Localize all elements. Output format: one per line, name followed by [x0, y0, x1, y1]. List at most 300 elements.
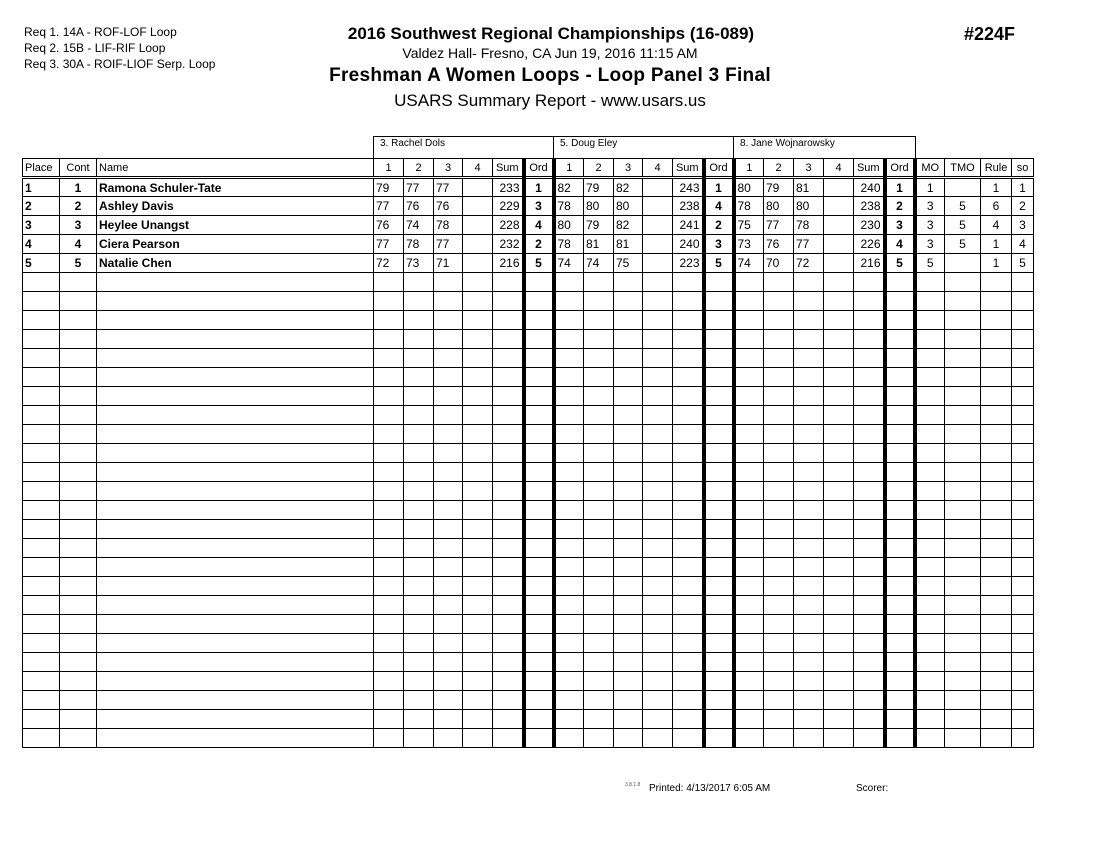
empty-cell [434, 577, 463, 596]
empty-cell [885, 653, 915, 672]
empty-cell [463, 615, 493, 634]
empty-cell [60, 311, 97, 330]
empty-cell [981, 558, 1012, 577]
empty-cell [704, 292, 734, 311]
empty-cell [463, 406, 493, 425]
empty-cell [554, 311, 584, 330]
empty-cell [463, 425, 493, 444]
empty-cell [554, 577, 584, 596]
empty-cell [981, 406, 1012, 425]
empty-cell [854, 672, 885, 691]
empty-cell [734, 577, 764, 596]
col-j1-4: 4 [463, 159, 493, 178]
empty-cell [463, 653, 493, 672]
empty-cell [97, 349, 374, 368]
empty-cell [404, 311, 434, 330]
empty-cell [97, 444, 374, 463]
empty-cell [704, 501, 734, 520]
empty-cell [915, 311, 945, 330]
empty-cell [824, 501, 854, 520]
empty-cell [824, 520, 854, 539]
empty-row [23, 615, 1034, 634]
empty-cell [1012, 444, 1034, 463]
empty-cell [404, 482, 434, 501]
empty-cell [704, 273, 734, 292]
empty-cell [23, 691, 60, 710]
empty-cell [463, 577, 493, 596]
empty-cell [97, 520, 374, 539]
tmo-cell [945, 254, 981, 273]
judge-3-sum: 216 [854, 254, 885, 273]
rule-cell: 4 [981, 216, 1012, 235]
empty-cell [854, 577, 885, 596]
judge-1-score-2: 78 [404, 235, 434, 254]
rule-cell: 1 [981, 235, 1012, 254]
empty-cell [404, 710, 434, 729]
empty-cell [794, 653, 824, 672]
empty-cell [764, 691, 794, 710]
table-row [23, 197, 1034, 216]
so-cell: 2 [1012, 197, 1034, 216]
skater-name: Ciera Pearson [97, 235, 374, 254]
empty-cell [23, 634, 60, 653]
empty-cell [885, 596, 915, 615]
judge-3-score-1: 73 [734, 235, 764, 254]
empty-cell [794, 634, 824, 653]
empty-cell [584, 691, 614, 710]
empty-cell [764, 406, 794, 425]
empty-cell [23, 330, 60, 349]
empty-cell [60, 406, 97, 425]
judge-1-sum: 228 [493, 216, 524, 235]
col-j1-sum: Sum [493, 159, 524, 178]
judge-3-sum: 230 [854, 216, 885, 235]
empty-cell [764, 653, 794, 672]
col-j1-3: 3 [434, 159, 463, 178]
empty-cell [734, 406, 764, 425]
empty-cell [673, 292, 704, 311]
empty-cell [981, 596, 1012, 615]
empty-cell [824, 596, 854, 615]
empty-cell [854, 691, 885, 710]
empty-cell [824, 615, 854, 634]
col-name: Name [97, 159, 374, 178]
empty-cell [584, 311, 614, 330]
empty-cell [734, 482, 764, 501]
empty-cell [824, 577, 854, 596]
judge-1-score-2: 74 [404, 216, 434, 235]
empty-cell [524, 444, 554, 463]
empty-cell [981, 615, 1012, 634]
place-cell: 5 [23, 254, 60, 273]
empty-cell [643, 387, 673, 406]
empty-cell [673, 577, 704, 596]
empty-cell [885, 273, 915, 292]
empty-cell [673, 387, 704, 406]
empty-row [23, 387, 1034, 406]
empty-cell [554, 634, 584, 653]
empty-row [23, 501, 1034, 520]
empty-cell [915, 691, 945, 710]
empty-cell [584, 425, 614, 444]
empty-cell [704, 425, 734, 444]
empty-cell [643, 577, 673, 596]
empty-cell [794, 349, 824, 368]
empty-cell [981, 444, 1012, 463]
judge-3-score-3: 78 [794, 216, 824, 235]
empty-cell [374, 558, 404, 577]
judge-1-ordinal: 3 [524, 197, 554, 216]
empty-cell [614, 349, 643, 368]
empty-cell [794, 425, 824, 444]
empty-cell [854, 710, 885, 729]
empty-cell [794, 596, 824, 615]
empty-cell [60, 444, 97, 463]
empty-cell [794, 311, 824, 330]
judge-2-ordinal: 2 [704, 216, 734, 235]
empty-cell [23, 444, 60, 463]
empty-cell [374, 634, 404, 653]
empty-cell [673, 444, 704, 463]
empty-cell [854, 558, 885, 577]
empty-cell [854, 273, 885, 292]
judge-2-sum: 240 [673, 235, 704, 254]
empty-cell [643, 501, 673, 520]
empty-cell [794, 672, 824, 691]
empty-cell [374, 672, 404, 691]
empty-cell [23, 273, 60, 292]
empty-cell [60, 729, 97, 748]
empty-cell [584, 482, 614, 501]
empty-cell [554, 558, 584, 577]
empty-row [23, 349, 1034, 368]
empty-cell [23, 482, 60, 501]
empty-cell [60, 330, 97, 349]
empty-cell [493, 387, 524, 406]
empty-cell [734, 349, 764, 368]
judge-2-score-2: 81 [584, 235, 614, 254]
empty-cell [885, 444, 915, 463]
empty-cell [404, 463, 434, 482]
empty-cell [493, 311, 524, 330]
col-j3-1: 1 [734, 159, 764, 178]
empty-cell [794, 729, 824, 748]
empty-cell [434, 691, 463, 710]
empty-cell [524, 292, 554, 311]
empty-row [23, 444, 1034, 463]
empty-cell [60, 558, 97, 577]
empty-cell [524, 349, 554, 368]
empty-cell [704, 577, 734, 596]
empty-cell [434, 615, 463, 634]
empty-cell [945, 729, 981, 748]
empty-cell [704, 406, 734, 425]
empty-cell [764, 615, 794, 634]
empty-cell [734, 387, 764, 406]
empty-cell [945, 387, 981, 406]
judge-2-score-4 [643, 235, 673, 254]
empty-cell [734, 520, 764, 539]
empty-cell [554, 330, 584, 349]
empty-cell [434, 482, 463, 501]
judge-1-sum: 232 [493, 235, 524, 254]
empty-cell [493, 425, 524, 444]
empty-cell [493, 691, 524, 710]
empty-cell [374, 710, 404, 729]
empty-cell [824, 311, 854, 330]
judge-header-3: 8. Jane Wojnarowsky [733, 136, 916, 158]
empty-cell [584, 596, 614, 615]
empty-cell [60, 520, 97, 539]
empty-cell [981, 482, 1012, 501]
empty-cell [673, 596, 704, 615]
judge-2-score-3: 81 [614, 235, 643, 254]
empty-cell [60, 596, 97, 615]
empty-cell [643, 463, 673, 482]
judge-3-score-3: 81 [794, 178, 824, 197]
empty-cell [404, 596, 434, 615]
empty-cell [97, 615, 374, 634]
empty-cell [824, 539, 854, 558]
empty-cell [23, 615, 60, 634]
judge-1-score-1: 79 [374, 178, 404, 197]
empty-cell [673, 691, 704, 710]
empty-cell [23, 311, 60, 330]
empty-cell [885, 672, 915, 691]
empty-cell [23, 387, 60, 406]
empty-cell [434, 463, 463, 482]
empty-cell [614, 463, 643, 482]
col-j3-2: 2 [764, 159, 794, 178]
empty-cell [60, 672, 97, 691]
empty-cell [885, 558, 915, 577]
judge-2-sum: 238 [673, 197, 704, 216]
empty-cell [915, 463, 945, 482]
empty-cell [463, 482, 493, 501]
empty-cell [524, 463, 554, 482]
empty-cell [945, 615, 981, 634]
empty-cell [463, 387, 493, 406]
empty-cell [643, 520, 673, 539]
empty-cell [524, 558, 554, 577]
empty-cell [493, 729, 524, 748]
tmo-cell [945, 178, 981, 197]
empty-cell [97, 596, 374, 615]
empty-cell [97, 577, 374, 596]
empty-cell [584, 330, 614, 349]
empty-cell [643, 558, 673, 577]
judge-2-sum: 243 [673, 178, 704, 197]
tmo-cell: 5 [945, 235, 981, 254]
cont-cell: 4 [60, 235, 97, 254]
empty-cell [945, 406, 981, 425]
empty-cell [524, 425, 554, 444]
empty-cell [493, 615, 524, 634]
empty-cell [493, 463, 524, 482]
empty-cell [524, 539, 554, 558]
judge-2-score-1: 74 [554, 254, 584, 273]
empty-cell [824, 653, 854, 672]
empty-cell [584, 406, 614, 425]
judge-2-score-2: 79 [584, 216, 614, 235]
empty-cell [463, 691, 493, 710]
empty-cell [885, 349, 915, 368]
empty-row [23, 653, 1034, 672]
empty-cell [915, 349, 945, 368]
judge-1-sum: 216 [493, 254, 524, 273]
empty-cell [885, 387, 915, 406]
tmo-cell: 5 [945, 197, 981, 216]
empty-cell [554, 615, 584, 634]
empty-cell [434, 501, 463, 520]
empty-cell [643, 330, 673, 349]
judge-3-sum: 238 [854, 197, 885, 216]
empty-cell [493, 577, 524, 596]
empty-cell [23, 292, 60, 311]
empty-cell [673, 349, 704, 368]
empty-cell [915, 444, 945, 463]
rule-cell: 1 [981, 178, 1012, 197]
empty-cell [673, 463, 704, 482]
empty-cell [97, 463, 374, 482]
empty-cell [945, 349, 981, 368]
table-header-row [23, 159, 1034, 178]
empty-cell [614, 596, 643, 615]
empty-cell [97, 425, 374, 444]
tmo-cell: 5 [945, 216, 981, 235]
empty-cell [614, 672, 643, 691]
col-j2-ord: Ord [704, 159, 734, 178]
empty-cell [673, 501, 704, 520]
empty-cell [463, 368, 493, 387]
table-row [23, 216, 1034, 235]
empty-cell [614, 444, 643, 463]
empty-cell [734, 292, 764, 311]
empty-cell [945, 501, 981, 520]
empty-cell [60, 482, 97, 501]
empty-cell [915, 501, 945, 520]
empty-cell [734, 330, 764, 349]
empty-cell [643, 273, 673, 292]
empty-cell [673, 368, 704, 387]
empty-cell [614, 292, 643, 311]
empty-cell [915, 387, 945, 406]
empty-cell [794, 558, 824, 577]
empty-cell [885, 463, 915, 482]
empty-cell [434, 387, 463, 406]
empty-cell [854, 349, 885, 368]
empty-cell [493, 634, 524, 653]
empty-cell [524, 577, 554, 596]
empty-cell [915, 520, 945, 539]
empty-cell [434, 729, 463, 748]
judge-header-2: 5. Doug Eley [553, 136, 734, 158]
empty-cell [854, 292, 885, 311]
empty-cell [463, 444, 493, 463]
empty-cell [493, 501, 524, 520]
empty-cell [404, 349, 434, 368]
judge-3-score-3: 72 [794, 254, 824, 273]
empty-cell [885, 577, 915, 596]
empty-cell [981, 710, 1012, 729]
empty-cell [673, 311, 704, 330]
judge-3-score-4 [824, 178, 854, 197]
empty-cell [97, 482, 374, 501]
empty-cell [945, 330, 981, 349]
empty-cell [434, 710, 463, 729]
empty-cell [493, 653, 524, 672]
rule-cell: 6 [981, 197, 1012, 216]
empty-cell [97, 387, 374, 406]
empty-cell [23, 596, 60, 615]
judge-1-score-1: 77 [374, 235, 404, 254]
empty-cell [524, 330, 554, 349]
judge-1-score-1: 77 [374, 197, 404, 216]
empty-cell [463, 558, 493, 577]
empty-cell [704, 634, 734, 653]
empty-cell [824, 710, 854, 729]
empty-cell [614, 425, 643, 444]
judge-3-ordinal: 1 [885, 178, 915, 197]
empty-row [23, 368, 1034, 387]
empty-cell [1012, 482, 1034, 501]
col-j2-3: 3 [614, 159, 643, 178]
empty-cell [915, 729, 945, 748]
empty-cell [584, 501, 614, 520]
empty-cell [885, 482, 915, 501]
empty-cell [734, 710, 764, 729]
judge-2-score-1: 78 [554, 197, 584, 216]
empty-cell [584, 520, 614, 539]
empty-cell [374, 539, 404, 558]
empty-cell [915, 710, 945, 729]
empty-cell [734, 596, 764, 615]
empty-cell [554, 406, 584, 425]
empty-cell [554, 425, 584, 444]
empty-cell [584, 463, 614, 482]
judge-2-score-1: 80 [554, 216, 584, 235]
empty-cell [734, 634, 764, 653]
empty-cell [854, 368, 885, 387]
judge-3-score-4 [824, 254, 854, 273]
empty-cell [885, 634, 915, 653]
empty-cell [584, 577, 614, 596]
empty-cell [374, 596, 404, 615]
empty-cell [945, 596, 981, 615]
empty-cell [1012, 729, 1034, 748]
empty-cell [1012, 330, 1034, 349]
judge-3-score-2: 80 [764, 197, 794, 216]
place-cell: 2 [23, 197, 60, 216]
empty-cell [584, 387, 614, 406]
empty-cell [764, 634, 794, 653]
empty-cell [673, 520, 704, 539]
empty-cell [374, 577, 404, 596]
empty-cell [885, 425, 915, 444]
empty-cell [97, 501, 374, 520]
judge-2-score-4 [643, 216, 673, 235]
empty-cell [23, 463, 60, 482]
empty-cell [1012, 368, 1034, 387]
empty-cell [434, 634, 463, 653]
judge-1-score-3: 78 [434, 216, 463, 235]
empty-cell [885, 406, 915, 425]
empty-cell [854, 539, 885, 558]
empty-cell [493, 406, 524, 425]
empty-cell [584, 615, 614, 634]
judge-2-score-3: 80 [614, 197, 643, 216]
empty-cell [1012, 653, 1034, 672]
